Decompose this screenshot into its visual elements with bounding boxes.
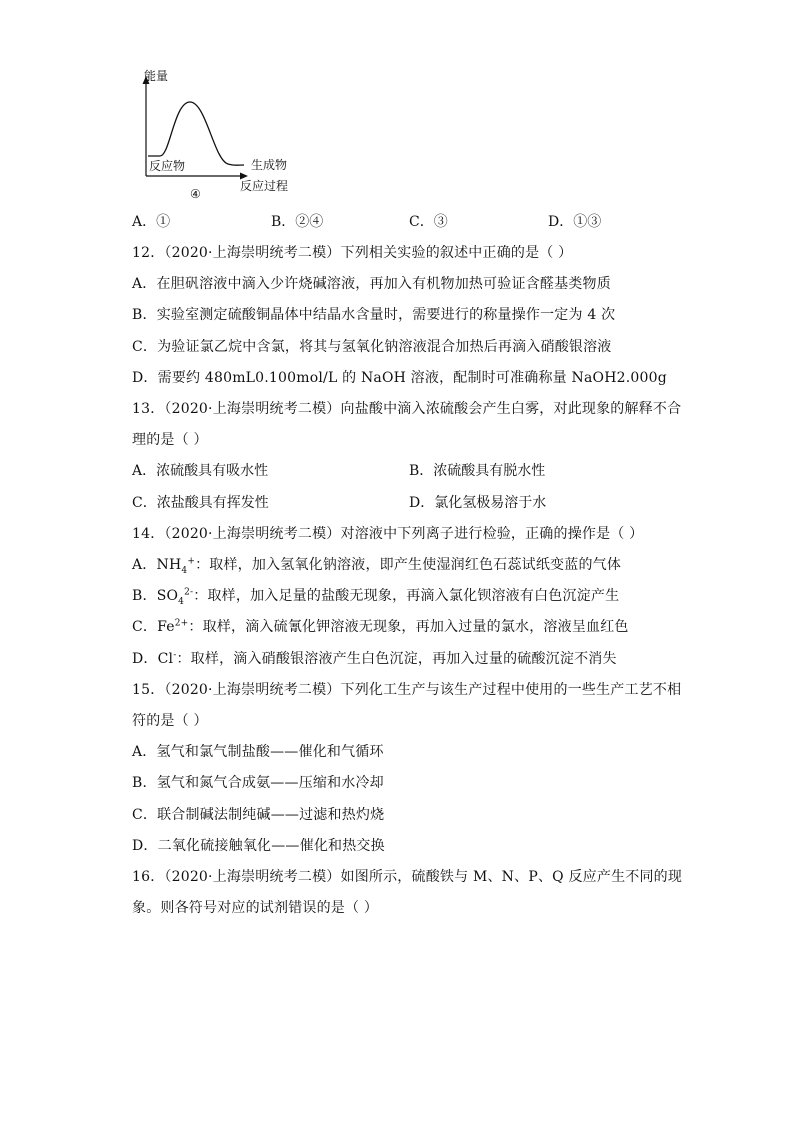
q15-stem-line1: 15．（2020·上海崇明统考二模）下列化工生产与该生产过程中使用的一些生产工艺不相 [132,682,682,698]
q15-option-d: D．二氧化硫接触氧化——催化和热交换 [132,838,385,854]
q14-option-c: C．$Fe^{2+}$：取样，滴入硫氰化钾溶液无现象，再加入过量的氯水，溶液呈血红色 [132,618,629,635]
q12-option-d: D．需要约 480mL0.100mol/L 的 NaOH 溶液，配制时可准确称量 NaOH2.000g [132,370,667,386]
energy-diagram [138,64,298,204]
q13-option-b: B．浓硫酸具有脱水性 [409,463,546,479]
q13-stem-line2: 理的是（ ） [132,432,208,448]
q12-option-c: C．为验证氯乙烷中含氯，将其与氢氧化钠溶液混合加热后再滴入硝酸银溶液 [132,339,612,355]
energy-curve [148,102,244,165]
y-axis-label: 能量 [144,69,169,83]
reactant-label: 反应物 [149,159,186,173]
q11-option-b: B．②④ [271,214,324,230]
x-axis-label: 反应过程 [240,179,289,193]
q13-option-c: C．浓盐酸具有挥发性 [132,495,269,511]
q11-option-a: A．① [132,214,171,230]
product-label: 生成物 [251,158,288,172]
q14-option-b: B．$SO_4^{2-}$：取样，加入足量的盐酸无现象，再滴入氯化钡溶液有白色沉淀产生 [132,587,620,607]
q15-option-c: C．联合制碱法制纯碱——过滤和热灼烧 [132,807,385,823]
q15-option-a: A．氢气和氯气制盐酸——催化和气循环 [132,744,384,760]
q16-stem-line1: 16．（2020·上海崇明统考二模）如图所示，硫酸铁与 M、N、P、Q 反应产生不同的现 [132,869,683,885]
q12-option-a: A．在胆矾溶液中滴入少许烧碱溶液，再加入有机物加热可验证含醛基类物质 [132,276,611,292]
q14-option-a: A．$NH_4^+$：取样，加入氢氧化钠溶液，即产生使湿润红色石蕊试纸变蓝的气体 [132,556,622,576]
q12-stem: 12．（2020·上海崇明统考二模）下列相关实验的叙述中正确的是（ ） [132,245,573,261]
q14-option-d: D．Cl-：取样，滴入硝酸银溶液产生白色沉淀，再加入过量的硫酸沉淀不消失 [132,650,617,667]
q11-option-c: C．③ [409,214,448,230]
q16-stem-line2: 象。则各符号对应的试剂错误的是（ ） [132,900,379,916]
q13-option-d: D．氯化氢极易溶于水 [409,495,547,511]
figure-number: ④ [190,187,201,201]
q12-option-b: B．实验室测定硫酸铜晶体中结晶水含量时，需要进行的称量操作一定为 4 次 [132,307,616,323]
q13-option-a: A．浓硫酸具有吸水性 [132,463,269,479]
q15-option-b: B．氢气和氮气合成氨——压缩和水冷却 [132,775,384,791]
q15-stem-line2: 符的是（ ） [132,713,208,729]
q11-option-d: D．①③ [548,214,602,230]
q14-stem: 14．（2020·上海崇明统考二模）对溶液中下列离子进行检验，正确的操作是（ ） [132,526,644,542]
q13-stem-line1: 13．（2020·上海崇明统考二模）向盐酸中滴入浓硫酸会产生白雾，对此现象的解释不合 [132,401,682,417]
